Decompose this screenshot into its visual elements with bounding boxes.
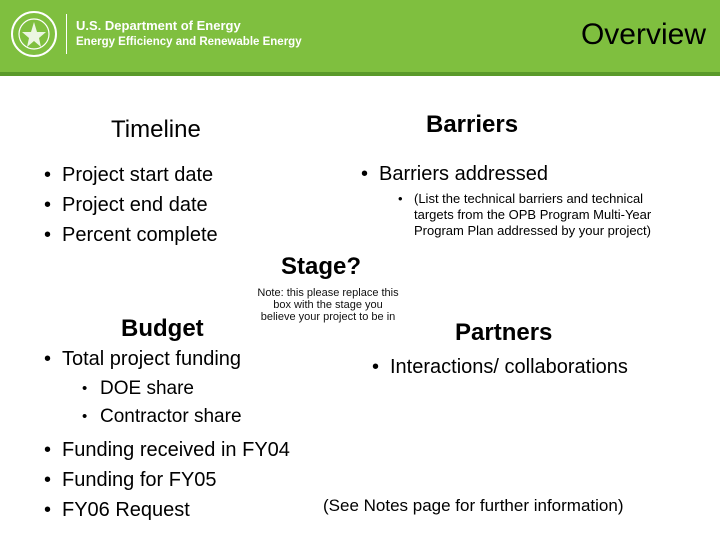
barriers-list: [361, 159, 548, 189]
stage-heading: Stage?: [281, 253, 362, 280]
header-divider-line: [0, 72, 720, 76]
timeline-item: • Project end date: [44, 190, 218, 220]
timeline-heading: Timeline: [111, 116, 201, 143]
timeline-list: [44, 160, 218, 250]
budget-heading: Budget: [121, 315, 204, 342]
stage-note: Note: this please replace this box with the stage you believe your project to be in: [257, 287, 399, 323]
agency-name: U.S. Department of Energy: [76, 18, 241, 33]
barriers-sub-item: • (List the technical barriers and technical targets from the OPB Program Multi-Year Program Plan addressed by your project): [390, 191, 662, 239]
budget-item: • Total project funding: [44, 344, 241, 374]
footer-note: (See Notes page for further information): [323, 496, 624, 515]
budget-item: • Funding for FY05: [44, 465, 290, 495]
budget-sub-item: • DOE share: [82, 375, 242, 403]
partners-heading: Partners: [455, 319, 553, 346]
timeline-item: • Project start date: [44, 160, 218, 190]
agency-wordmark: [76, 18, 302, 50]
barriers-heading: Barriers: [426, 111, 519, 138]
agency-office: Energy Efficiency and Renewable Energy: [76, 36, 302, 48]
doe-seal-icon: [10, 10, 58, 58]
slide-title: Overview: [580, 18, 706, 51]
partners-item: • Interactions/ collaborations: [372, 352, 628, 382]
budget-item: • FY06 Request: [44, 495, 290, 525]
budget-item: • Funding received in FY04: [44, 435, 290, 465]
logo-divider: [66, 14, 67, 54]
partners-list: [372, 352, 628, 382]
budget-sub-item: • Contractor share: [82, 403, 242, 431]
budget-list-continued: [44, 435, 290, 525]
timeline-item: • Percent complete: [44, 220, 218, 250]
budget-list: [44, 344, 241, 374]
budget-sub-list: [82, 375, 242, 431]
barriers-item: • Barriers addressed: [361, 159, 548, 189]
